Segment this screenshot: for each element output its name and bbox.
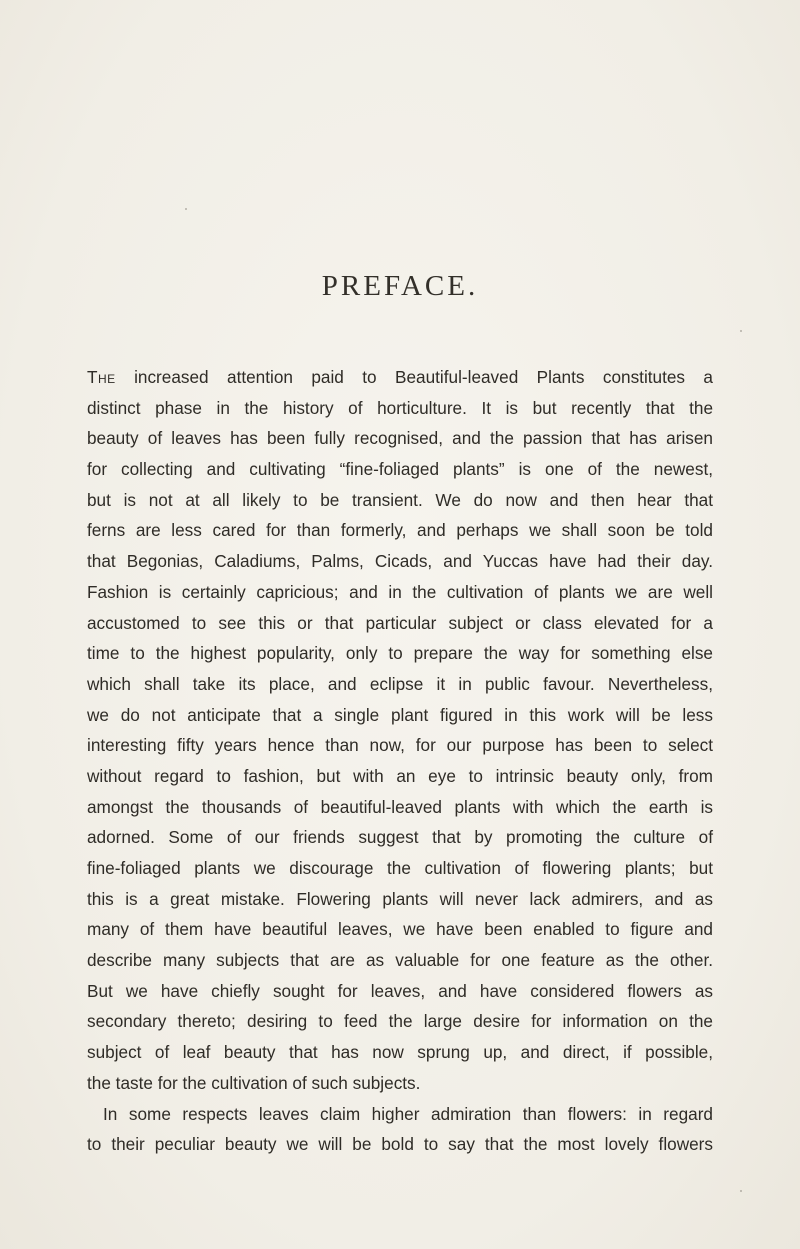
text-line: for collecting and cultivating “fine-foliaged plants” is one of the newest, [87, 459, 713, 480]
text-line: to their peculiar beauty we will be bold to say that the most lovely flowers [87, 1134, 713, 1155]
lead-word: The [87, 367, 116, 387]
text-line: but is not at all likely to be transient. We do now and then hear that [87, 489, 713, 510]
text-line: the taste for the cultivation of such subjects. [87, 1072, 421, 1093]
paper-speck [740, 330, 742, 332]
text-line: many of them have beautiful leaves, we have been enabled to figure and [87, 919, 713, 940]
text-line: Fashion is certainly capricious; and in the cultivation of plants we are well [87, 581, 713, 602]
text-line: which shall take its place, and eclipse it in public favour. Nevertheless, [87, 673, 713, 694]
text-line: interesting fifty years hence than now, for our purpose has been to select [87, 735, 713, 756]
text-line [87, 362, 713, 393]
text-line: accustomed to see this or that particular subject or class elevated for a [87, 612, 713, 633]
text-line: we do not anticipate that a single plant figured in this work will be less [87, 704, 713, 725]
text-line: secondary thereto; desiring to feed the large desire for information on the [87, 1011, 713, 1032]
text-line: But we have chiefly sought for leaves, and have considered flowers as [87, 980, 713, 1001]
text-line: ferns are less cared for than formerly, and perhaps we shall soon be told [87, 520, 713, 541]
text-line: this is a great mistake. Flowering plants will never lack admirers, and as [87, 888, 713, 909]
text-line: adorned. Some of our friends suggest that by promoting the culture of [87, 827, 713, 848]
first-line-rest: increased attention paid to Beautiful-leaved Plants constitutes a [115, 367, 713, 387]
text-line: amongst the thousands of beautiful-leaved plants with which the earth is [87, 796, 713, 817]
text-line: beauty of leaves has been fully recognised, and the passion that has arisen [87, 428, 713, 449]
text-line: without regard to fashion, but with an eye to intrinsic beauty only, from [87, 765, 713, 786]
text-line: subject of leaf beauty that has now sprung up, and direct, if possible, [87, 1042, 713, 1063]
paper-speck [740, 1190, 742, 1192]
text-line: that Begonias, Caladiums, Palms, Cicads, and Yuccas have had their day. [87, 551, 713, 572]
text-line: fine-foliaged plants we discourage the cultivation of flowering plants; but [87, 858, 713, 878]
text-line: describe many subjects that are as valuable for one feature as the other. [87, 950, 713, 971]
paper-speck [185, 208, 187, 210]
text-line: time to the highest popularity, only to prepare the way for something else [87, 643, 713, 664]
page-title: PREFACE. [321, 270, 479, 302]
text-line: distinct phase in the history of horticulture. It is but recently that the [87, 397, 713, 418]
text-line: In some respects leaves claim higher admiration than flowers: in regard [103, 1103, 713, 1124]
preface-body [87, 362, 713, 1160]
